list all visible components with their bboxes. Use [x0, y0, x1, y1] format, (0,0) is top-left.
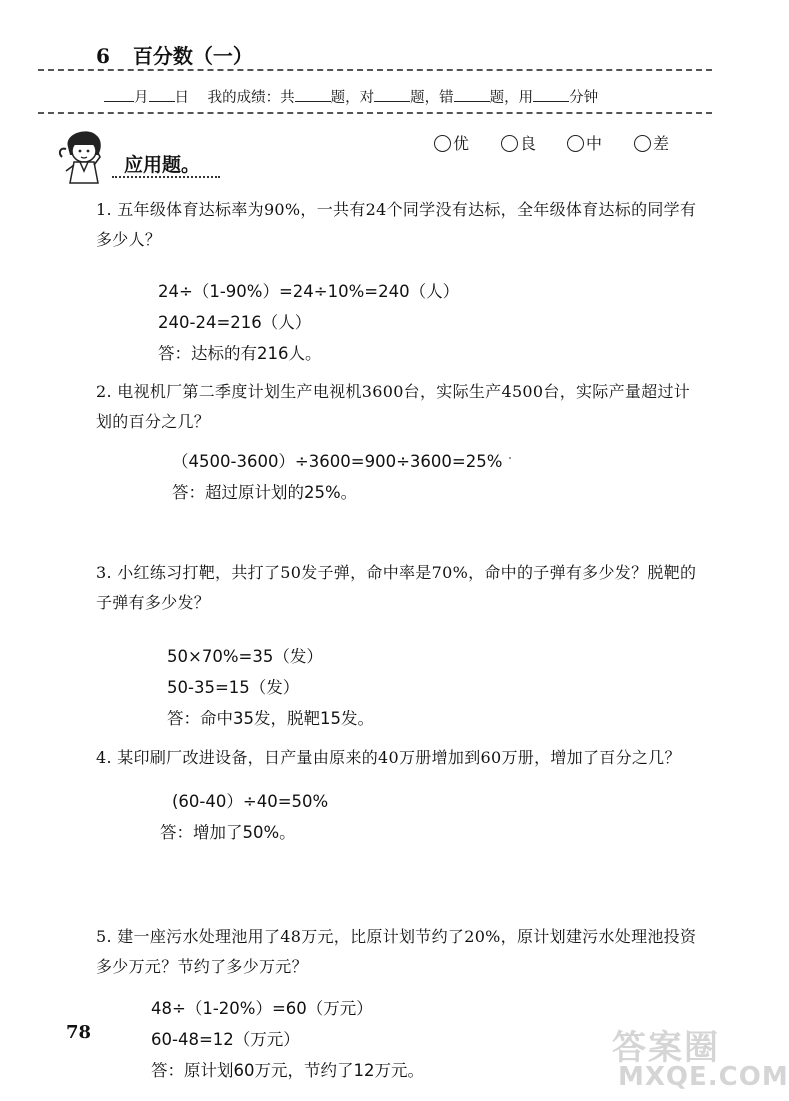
unit-title-row	[96, 40, 253, 69]
unit-number: 6	[96, 44, 110, 68]
stray-dot	[509, 457, 511, 459]
divider-bottom	[38, 112, 712, 114]
grade-circle-icon	[501, 135, 518, 152]
label-minutes: 分钟	[569, 90, 599, 106]
question-text: 1. 五年级体育达标率为90%，一共有24个同学没有达标，全年级体育达标的同学有多少人？	[96, 200, 697, 249]
solution-line: 50×70%=35（发）	[167, 647, 323, 666]
label-wrong: 题，错	[410, 90, 454, 106]
solution-2	[172, 446, 502, 508]
solution-line: 240-24=216（人）	[158, 313, 312, 332]
unit-title: 百分数（一）	[132, 44, 253, 68]
score-line	[104, 86, 598, 107]
grade-circle-icon	[434, 135, 451, 152]
question-4	[64, 743, 704, 773]
question-text: 4. 某印刷厂改进设备，日产量由原来的40万册增加到60万册，增加了百分之几？	[96, 748, 681, 767]
solution-line: （4500-3600）÷3600=900÷3600=25%	[172, 452, 503, 471]
question-1	[64, 195, 704, 255]
section-title: 应用题。	[124, 154, 201, 176]
grade-medium[interactable]	[567, 131, 602, 154]
blank-month	[104, 87, 134, 102]
answer-line: 答：超过原计划的25%。	[172, 483, 358, 502]
page-number: 78	[66, 1022, 92, 1043]
grade-label: 优	[453, 134, 470, 153]
grade-label: 中	[586, 134, 603, 153]
solution-line: 48÷（1-20%）=60（万元）	[151, 999, 373, 1018]
watermark-logo: 答案圈	[612, 1028, 720, 1068]
solution-4	[160, 786, 328, 848]
solution-line: 60-48=12（万元）	[151, 1030, 300, 1049]
answer-line: 答：原计划60万元，节约了12万元。	[151, 1061, 424, 1080]
solution-line: 50-35=15（发）	[167, 678, 300, 697]
grade-circle-icon	[567, 135, 584, 152]
blank-day	[149, 87, 175, 102]
question-text: 2. 电视机厂第二季度计划生产电视机3600台，实际生产4500台，实际产量超过计划的百分之几？	[96, 382, 691, 431]
answer-line: 答：命中35发，脱靶15发。	[167, 709, 374, 728]
label-time: 题，用	[489, 90, 534, 106]
solution-5	[151, 993, 424, 1086]
question-5	[64, 922, 704, 982]
question-text: 5. 建一座污水处理池用了48万元，比原计划节约了20%，原计划建污水处理池投资多少万元？节约了多少万元？	[96, 927, 697, 976]
grade-label: 良	[520, 134, 537, 153]
divider-top	[38, 69, 712, 71]
solution-line: (60-40）÷40=50%	[172, 792, 329, 811]
answer-line: 答：增加了50%。	[160, 823, 296, 842]
grade-good[interactable]	[501, 131, 536, 154]
solution-1	[158, 276, 459, 369]
label-month: 月	[134, 90, 149, 106]
label-correct: 题，对	[330, 90, 375, 106]
answer-line: 答：达标的有216人。	[158, 344, 322, 363]
section-dotted-line	[112, 176, 220, 178]
label-day: 日	[174, 90, 189, 106]
grade-poor[interactable]	[634, 131, 669, 154]
question-text: 3. 小红练习打靶，共打了50发子弹，命中率是70%，命中的子弹有多少发？脱靶的子弹有多少发？	[96, 563, 697, 612]
question-2	[64, 377, 704, 437]
solution-line: 24÷（1-90%）=24÷10%=240（人）	[158, 282, 460, 301]
question-3	[64, 558, 704, 618]
thinking-girl-icon	[54, 127, 118, 189]
solution-3	[167, 641, 374, 734]
watermark-url: MXQE.COM	[618, 1062, 789, 1092]
blank-total	[295, 87, 331, 102]
blank-correct	[374, 87, 410, 102]
grade-excellent[interactable]	[434, 131, 469, 154]
blank-wrong	[454, 87, 490, 102]
blank-time	[533, 87, 569, 102]
grade-circle-icon	[634, 135, 651, 152]
grade-label: 差	[653, 134, 670, 153]
label-score: 我的成绩：共	[207, 90, 295, 106]
